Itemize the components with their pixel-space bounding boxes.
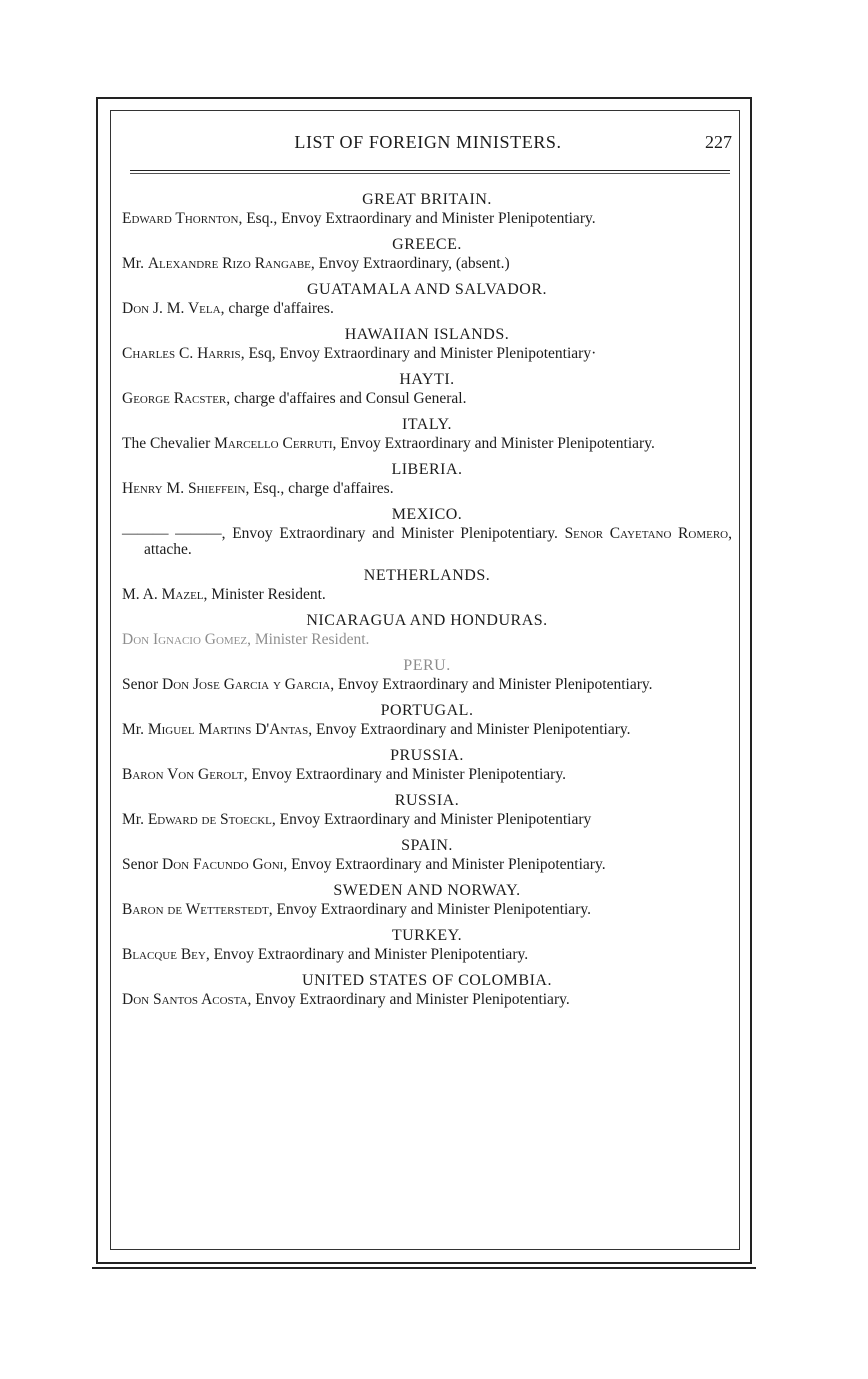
minister-name: Baron Von Gerolt <box>122 766 244 783</box>
minister-entry <box>122 857 732 873</box>
minister-title: , attache. <box>144 525 733 558</box>
country-heading: GUATAMALA AND SALVADOR. <box>306 281 548 298</box>
country-heading: PERU. <box>403 657 451 674</box>
minister-entry <box>122 947 732 963</box>
list-item <box>122 656 732 693</box>
minister-title: , charge d'affaires and Consul General. <box>226 390 467 407</box>
country-heading: PRUSSIA. <box>390 747 464 764</box>
list-item <box>122 926 732 963</box>
minister-title: , Envoy Extraordinary and Minister Plenipotentiary. <box>268 901 591 918</box>
minister-prefix: Mr. <box>122 721 148 738</box>
list-item <box>122 235 732 272</box>
country-heading: NICARAGUA AND HONDURAS. <box>306 612 548 629</box>
minister-name: Blacque Bey <box>122 946 206 963</box>
list-item <box>122 325 732 362</box>
country-heading: MEXICO. <box>391 506 463 523</box>
country-heading: HAWAIIAN ISLANDS. <box>344 326 510 343</box>
minister-title: , Envoy Extraordinary and Minister Plenipotentiary <box>271 811 592 828</box>
page-number: 227 <box>705 132 732 152</box>
minister-name: M. A. Mazel <box>122 586 204 603</box>
minister-name: Charles C. Harris <box>122 345 241 362</box>
minister-entry <box>122 526 732 558</box>
list-item <box>122 280 732 317</box>
minister-name: Miguel Martins D'Antas <box>147 721 309 738</box>
minister-name: Baron de Wetterstedt <box>122 901 269 918</box>
minister-name: Edward Thornton <box>122 210 239 227</box>
list-item <box>122 460 732 497</box>
minister-entry <box>122 767 732 783</box>
country-heading: RUSSIA. <box>394 792 460 809</box>
country-heading: HAYTI. <box>399 371 455 388</box>
country-heading: SPAIN. <box>401 837 453 854</box>
ministers-list <box>122 190 732 1016</box>
country-heading: NETHERLANDS. <box>363 567 491 584</box>
minister-name: Don Ignacio Gomez <box>122 631 248 648</box>
country-heading: SWEDEN AND NORWAY. <box>333 882 521 899</box>
list-item <box>122 611 732 648</box>
country-heading: GREAT BRITAIN. <box>362 191 492 208</box>
minister-name: George Racster <box>122 390 227 407</box>
minister-entry <box>122 677 732 693</box>
minister-title: , Esq, Envoy Extraordinary and Minister Plenipotentiary· <box>240 345 597 362</box>
minister-name: Alexandre Rizo Rangabe <box>147 255 311 272</box>
minister-name: Don Santos Acosta <box>122 991 248 1008</box>
list-item <box>122 370 732 407</box>
minister-title: , Esq., charge d'affaires. <box>245 480 394 497</box>
minister-entry <box>122 256 732 272</box>
page-title: LIST OF FOREIGN MINISTERS. <box>294 132 562 152</box>
minister-entry <box>122 211 732 227</box>
minister-name: Don Facundo Goni <box>162 856 284 873</box>
country-heading: PORTUGAL. <box>380 702 474 719</box>
minister-name: Don Jose Garcia y Garcia <box>162 676 331 693</box>
minister-title: , Envoy Extraordinary and Minister Plenipotentiary. <box>308 721 631 738</box>
minister-title: , Envoy Extraordinary and Minister Plenipotentiary. <box>330 676 653 693</box>
minister-name: Don J. M. Vela <box>122 300 221 317</box>
minister-name: Edward de Stoeckl <box>147 811 272 828</box>
minister-prefix: Senor <box>122 856 163 873</box>
page-header <box>122 132 734 158</box>
minister-prefix: Mr. <box>122 255 148 272</box>
list-item <box>122 415 732 452</box>
minister-prefix: ——— ———, Envoy Extraordinary and Minister Plenipotentiary. <box>122 525 565 542</box>
minister-prefix: The Chevalier <box>122 435 215 452</box>
list-item <box>122 566 732 603</box>
minister-name: Marcello Cerruti <box>214 435 333 452</box>
minister-title: , Envoy Extraordinary and Minister Plenipotentiary. <box>243 766 566 783</box>
list-item <box>122 836 732 873</box>
country-heading: ITALY. <box>401 416 453 433</box>
list-item <box>122 791 732 828</box>
minister-entry <box>122 481 732 497</box>
minister-entry <box>122 391 732 407</box>
minister-title: , Envoy Extraordinary and Minister Plenipotentiary. <box>332 435 655 452</box>
country-heading: LIBERIA. <box>391 461 463 478</box>
country-heading: GREECE. <box>392 236 462 253</box>
minister-name: Senor Cayetano Romero <box>564 525 729 542</box>
minister-entry <box>122 992 732 1008</box>
minister-title: , Minister Resident. <box>203 586 326 603</box>
minister-entry <box>122 301 732 317</box>
minister-prefix: Senor <box>122 676 163 693</box>
list-item <box>122 505 732 558</box>
minister-title: , Envoy Extraordinary and Minister Plenipotentiary. <box>205 946 529 963</box>
list-item <box>122 881 732 918</box>
minister-entry <box>122 346 732 362</box>
minister-entry <box>122 812 732 828</box>
minister-entry <box>122 722 732 738</box>
header-rule <box>130 170 730 171</box>
list-item <box>122 701 732 738</box>
minister-entry <box>122 632 732 648</box>
minister-prefix: Mr. <box>122 811 148 828</box>
minister-title: , Envoy Extraordinary and Minister Plenipotentiary. <box>283 856 606 873</box>
minister-name: Henry M. Shieffein <box>122 480 246 497</box>
minister-title: , Esq., Envoy Extraordinary and Minister Plenipotentiary. <box>238 210 596 227</box>
country-heading: TURKEY. <box>391 927 463 944</box>
country-heading: UNITED STATES OF COLOMBIA. <box>302 972 552 989</box>
minister-title: , charge d'affaires. <box>220 300 334 317</box>
list-item <box>122 190 732 227</box>
minister-entry <box>122 436 732 452</box>
minister-title: , Minister Resident. <box>247 631 370 648</box>
header-rule-secondary <box>130 173 730 174</box>
minister-title: , Envoy Extraordinary and Minister Plenipotentiary. <box>247 991 570 1008</box>
minister-entry <box>122 902 732 918</box>
minister-title: , Envoy Extraordinary, (absent.) <box>310 255 510 272</box>
list-item <box>122 971 732 1008</box>
list-item <box>122 746 732 783</box>
minister-entry <box>122 587 732 603</box>
